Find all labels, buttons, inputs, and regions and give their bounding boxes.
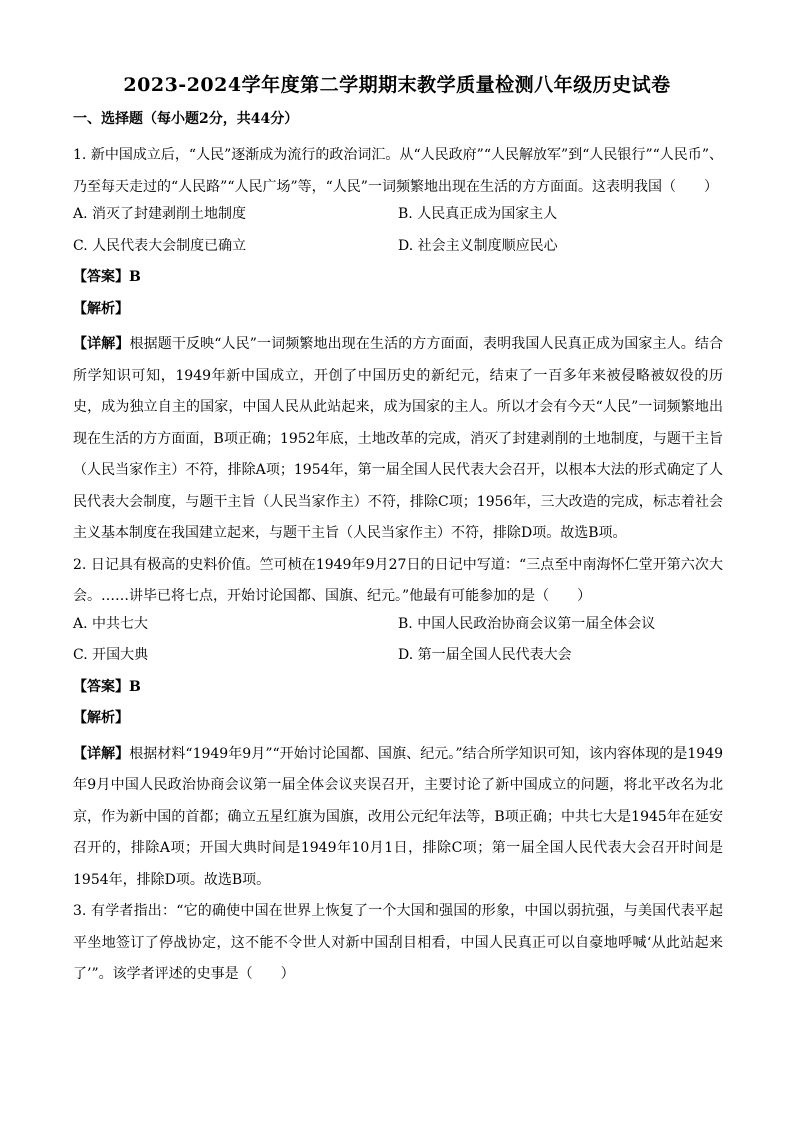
q1-detail-text: 根据题干反映“人民”一词频繁地出现在生活的方方面面，表明我国人民真正成为国家主人。结合所学知识可知，1949年新中国成立，开创了中国历史的新纪元，结束了一百多年来被侵略被奴役的历史，成为独立自主的国家，中国人民从此站起来，成为国家的主人。所以才会有今天“人民”一词频繁地出现在生活的方方面面，B项正确；1952年底，土地改革的完成，消灭了封建剥削的土地制度，与题干主旨（人民当家作主）不符，排除A项；1954年，第一届全国人民代表大会召开，以根本大法的形式确定了人民代表大会制度，与题干主旨（人民当家作主）不符，排除C项；1956年，三大改造的完成，标志着社会主义基本制度在我国建立起来，与题干主旨（人民当家作主）不符，排除D项。故选B项。 <box>73 336 724 541</box>
q2-detail-tag: 【详解】 <box>73 745 130 762</box>
q2-answer: 【答案】B <box>73 678 141 695</box>
q1-options-row1 <box>73 203 723 235</box>
q1-option-d: D. 社会主义制度顺应民心 <box>398 237 558 254</box>
q1-options-row2 <box>73 235 723 267</box>
exam-content <box>73 140 723 991</box>
q3-stem: 3. 有学者指出：“它的确使中国在世界上恢复了一个大国和强国的形象，中国以弱抗强，与美国代表平起平坐地签订了停战协定，这不能不令世人对新中国刮目相看，中国人民真正可以自豪地呼喊‘从此站起来了’”。该学者评述的史事是（ ） <box>73 903 723 982</box>
q2-option-c: C. 开国大典 <box>73 647 149 663</box>
q2-option-a: A. 中共七大 <box>73 615 149 632</box>
q1-option-a: A. 消灭了封建剥削土地制度 <box>73 206 247 222</box>
q2-analysis-label: 【解析】 <box>73 710 129 726</box>
q2-options-row1 <box>73 613 723 645</box>
q1-option-b: B. 人民真正成为国家主人 <box>398 206 558 222</box>
q1-analysis-label: 【解析】 <box>73 300 129 317</box>
exam-title: 2023-2024学年度第二学期期末教学质量检测八年级历史试卷 <box>123 74 671 96</box>
q2-detail <box>73 739 723 897</box>
q1-detail-tag: 【详解】 <box>73 336 130 352</box>
q1-option-c: C. 人民代表大会制度已确立 <box>73 237 247 254</box>
q2-stem: 2. 日记具有极高的史料价值。竺可桢在1949年9月27日的日记中写道：“三点至中南海怀仁堂开第六次大会。……讲毕已将七点，开始讨论国都、国旗、纪元。”他最有可能参加的是（ ） <box>73 556 723 604</box>
q2-detail-text: 根据材料“1949年9月”“开始讨论国都、国旗、纪元。”结合所学知识可知，该内容体现的是1949年9月中国人民政治协商会议第一届全体会议夹误召开，主要讨论了新中国成立的问题，将北平改名为北京，作为新中国的首都；确立五星红旗为国旗，改用公元纪年法等，B项正确；中共七大是1945年在延安召开的，排除A项；开国大典时间是1949年10月1日，排除C项；第一届全国人民代表大会召开时间是1954年，排除D项。故选B项。 <box>73 745 724 888</box>
section-heading: 一、选择题（每小题2分，共44分） <box>73 111 299 127</box>
q1-stem: 1. 新中国成立后，“人民”逐渐成为流行的政治词汇。从“人民政府”“人民解放军”到“人民银行”“人民币”、乃至每天走过的“人民路”“人民广场”等，“人民”一词频繁地出现在生活的方方面面。这表明我国（ ） <box>73 147 723 195</box>
q1-answer: 【答案】B <box>73 269 141 285</box>
q2-options-row2 <box>73 644 723 676</box>
q2-option-b: B. 中国人民政治协商会议第一届全体会议 <box>398 615 656 632</box>
q1-detail <box>73 329 723 550</box>
q2-option-d: D. 第一届全国人民代表大会 <box>398 647 572 663</box>
